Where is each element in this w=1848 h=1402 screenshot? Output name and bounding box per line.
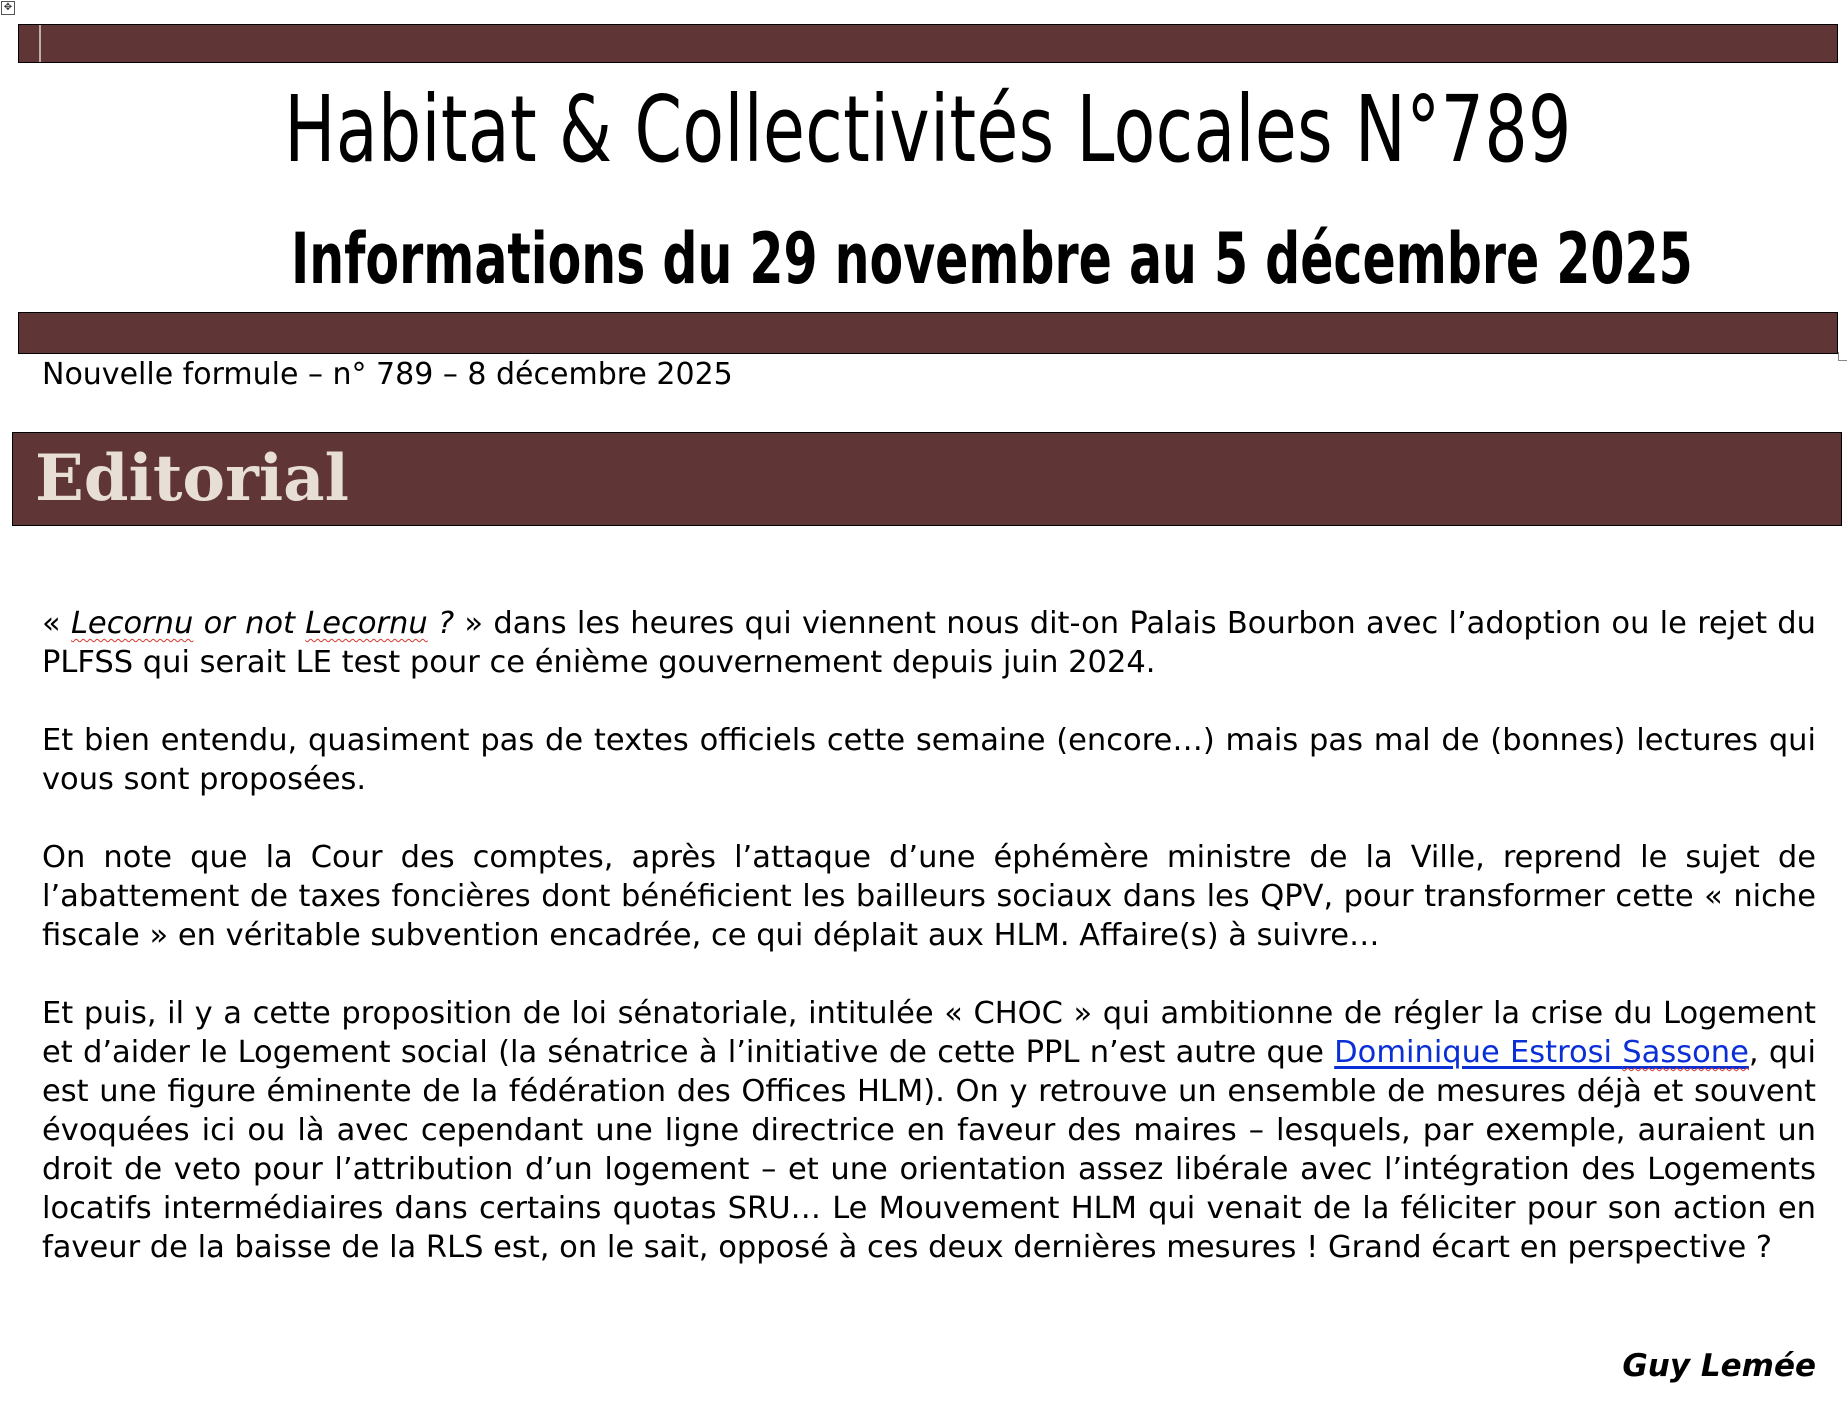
table-resize-handle-icon[interactable] — [1838, 352, 1847, 361]
author-signature: Guy Lemée — [1622, 1348, 1816, 1384]
masthead-top-band — [18, 24, 1838, 63]
link-text: Dominique Estrosi — [1334, 1035, 1623, 1070]
issue-line: Nouvelle formule – n° 789 – 8 décembre 2025 — [42, 357, 733, 392]
masthead-subtitle: Informations du 29 novembre au 5 décembre 2025 — [291, 218, 1693, 300]
open-quote: « — [42, 606, 71, 641]
masthead-title: Habitat & Collectivités Locales N°789 — [284, 76, 1572, 183]
spellcheck-word: Lecornu — [305, 606, 428, 641]
table-move-handle-icon[interactable]: ✥ — [1, 1, 15, 15]
italic-text: ? — [427, 606, 455, 641]
masthead-bottom-band — [18, 312, 1838, 354]
senator-link[interactable] — [1334, 1035, 1749, 1070]
editorial-paragraph-3: On note que la Cour des comptes, après l’attaque d’une éphémère ministre de la Ville, reprend le sujet de l’abattement de taxes foncières dont bénéficient les bailleurs sociaux dans les QPV, pour transformer cette « niche fiscale » en véritable subvention encadrée, ce qui déplait aux HLM. Affaire(s) à suivre… — [42, 840, 1816, 953]
editorial-paragraph-2: Et bien entendu, quasiment pas de textes officiels cette semaine (encore…) mais pas mal de (bonnes) lectures qui vous sont proposées. — [42, 723, 1816, 797]
section-title: Editorial — [35, 441, 349, 516]
link-text-spellcheck: Sassone — [1622, 1035, 1749, 1070]
section-band-editorial — [12, 432, 1842, 526]
italic-text: or not — [193, 606, 306, 641]
band-cursor-mark — [39, 25, 41, 62]
editorial-paragraph-1 — [42, 604, 1816, 682]
paragraph-text: , qui est une figure éminente de la fédération des Offices HLM). On y retrouve un ensemble de mesures déjà et souvent évoquées ici ou là avec cependant une ligne directrice en faveur des maires – lesquels, par exemple, auraient un droit de veto pour l’attribution d’un logement – et une orientation assez libérale avec l’intégration des Logements locatifs intermédiaires dans certains quotas SRU… Le Mouvement HLM qui venait de la féliciter pour son action en faveur de la baisse de la RLS est, on le sait, opposé à ces deux dernières mesures ! Grand écart en perspective ? — [42, 1035, 1816, 1265]
paragraph-text: » dans les heures qui viennent nous dit-on Palais Bourbon avec l’adoption ou le rejet du PLFSS qui serait LE test pour ce énième gouvernement depuis juin 2024. — [42, 606, 1816, 680]
editorial-body — [42, 604, 1816, 1306]
editorial-paragraph-4 — [42, 994, 1816, 1267]
spellcheck-word: Lecornu — [70, 606, 194, 641]
paragraph-text: Et puis, il y a cette proposition de loi sénatoriale, intitulée « CHOC » qui ambitionne de régler la crise du Logement et d’aider le Logement social (la sénatrice à l’initiative de cette PPL n’est autre que — [42, 996, 1816, 1070]
